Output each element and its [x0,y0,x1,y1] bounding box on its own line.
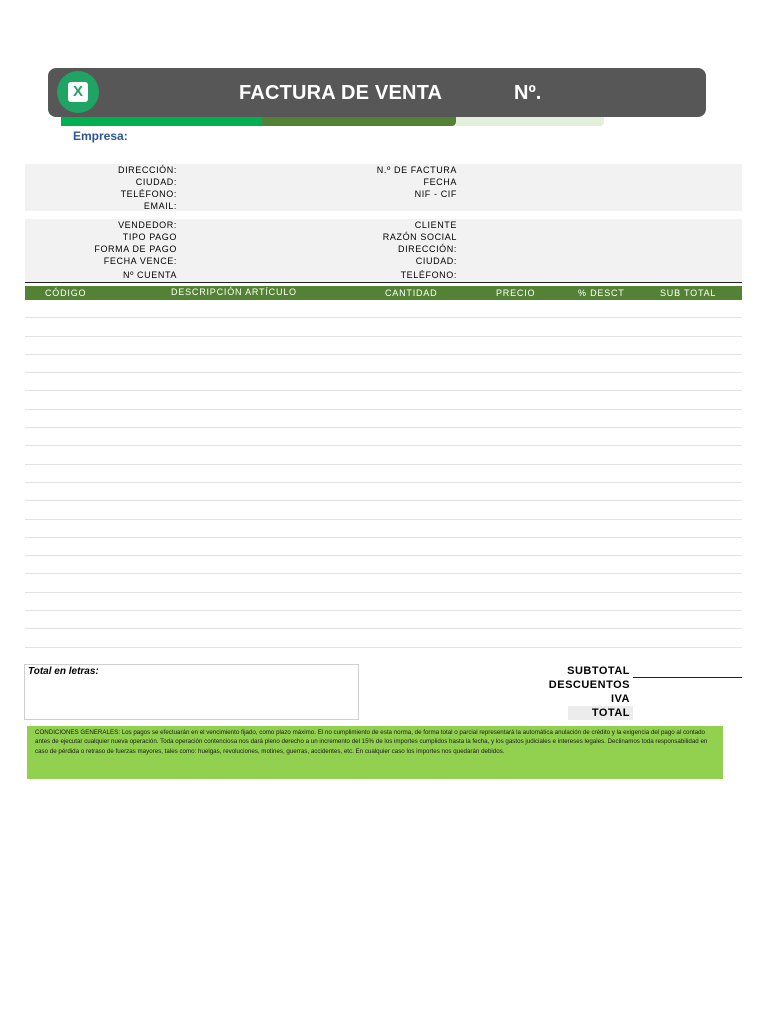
seller-name-label: VENDEDOR: [118,220,177,230]
table-row[interactable] [25,501,742,519]
table-row[interactable] [25,355,742,373]
col-code-header: CÓDIGO [45,288,87,298]
general-conditions: CONDICIONES GENERALES: Los pagos se efectuarán en el vencimiento fijado, como plazo máximo. El no cumplimiento de esta norma, de forma total o parcial representará la automática anulación de crédito y la exigencia del pago al contado antes de ejecutar cualquier nueva operación. Toda operación contenciosa nos dará pleno derecho a un incremento del 15% de los importes cumplidos hasta la fecha, y los gastos judiciales e intereses legales. Declinamos toda responsabilidad en caso de pérdida o retraso de fuerzas mayores, tales como: huelgas, revoluciones, motines, guerras, accidentes, etc. En cualquier caso los importes nos quedarán debidos. [27,726,723,779]
col-discount-header: % DESCT [578,288,625,298]
col-quantity-header: CANTIDAD [385,288,438,298]
address-label: DIRECCIÓN: [117,165,177,175]
payment-method-label: FORMA DE PAGO [94,244,177,254]
invoice-number-field-label: N.º DE FACTURA [376,165,457,175]
email-label: EMAIL: [143,201,177,211]
payment-type-label: TIPO PAGO [122,232,177,242]
table-row[interactable] [25,520,742,538]
total-label: TOTAL [591,707,630,719]
vat-label: IVA [610,693,630,705]
discounts-label: DESCUENTOS [548,679,630,691]
excel-logo-icon [57,71,99,113]
table-row[interactable] [25,483,742,501]
invoice-number-label: Nº. [514,82,542,104]
seller-info-block [25,164,742,211]
items-table-header [25,286,742,300]
account-number-label: Nº CUENTA [122,270,177,280]
table-row[interactable] [25,373,742,391]
table-row[interactable] [25,300,742,318]
client-label: CLIENTE [414,220,457,230]
due-date-label: FECHA VENCE: [103,256,177,266]
table-row[interactable] [25,465,742,483]
accent-stripe-light [456,117,604,126]
table-row[interactable] [25,337,742,355]
nif-cif-label: NIF - CIF [414,189,457,199]
items-table-body [25,300,742,648]
table-row[interactable] [25,611,742,629]
table-row[interactable] [25,318,742,336]
table-row[interactable] [25,629,742,647]
table-row[interactable] [25,593,742,611]
table-row[interactable] [25,574,742,592]
subtotal-label: SUBTOTAL [567,665,630,677]
subtotal-underline [633,677,742,678]
city-label: CIUDAD: [135,177,177,187]
table-row[interactable] [25,428,742,446]
accent-stripe-green [61,117,262,126]
client-address-label: DIRECCIÓN: [397,244,457,254]
col-subtotal-header: SUB TOTAL [660,288,717,298]
phone-label: TELÉFONO: [120,189,177,199]
client-info-block [25,219,742,283]
company-name-label: RAZÓN SOCIAL [382,232,457,242]
company-label: Empresa: [73,129,128,143]
client-phone-label: TELÉFONO: [400,270,457,280]
table-row[interactable] [25,556,742,574]
table-row[interactable] [25,538,742,556]
table-row[interactable] [25,391,742,409]
col-price-header: PRECIO [496,288,536,298]
total-in-words-box[interactable] [24,664,359,720]
date-label: FECHA [423,177,457,187]
accent-stripe-dark [262,117,456,126]
table-row[interactable] [25,446,742,464]
col-description-header: DESCRIPCIÓN ARTÍCULO [171,287,297,297]
total-in-words-label: Total en letras: [28,666,99,677]
table-row[interactable] [25,410,742,428]
excel-logo-letter: X [68,82,88,102]
client-city-label: CIUDAD: [415,256,457,266]
invoice-title: FACTURA DE VENTA [239,82,443,104]
